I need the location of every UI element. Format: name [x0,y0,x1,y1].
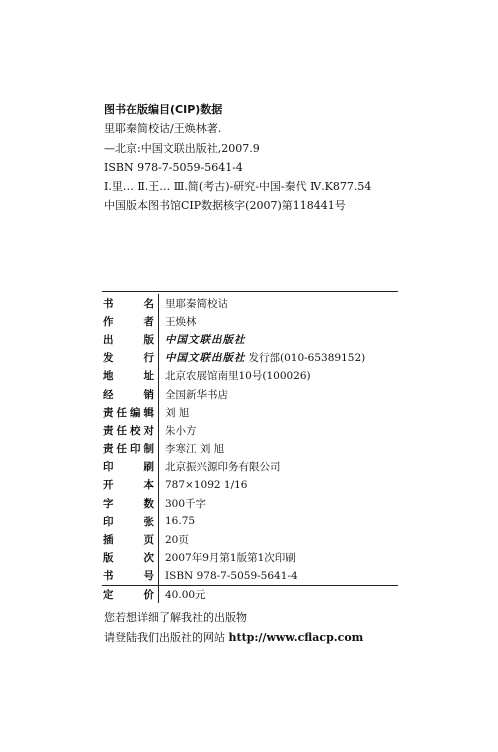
publisher-footer [104,608,484,648]
cip-title: 图书在版编目(CIP)数据 [104,103,223,116]
table-row [103,294,403,312]
table-row [103,458,403,476]
row-value: 20页 [165,534,189,547]
row-value: 北京振兴源印务有限公司 [165,461,281,474]
row-label: 书号 [103,567,159,585]
cip-line-title-author: 里耶秦简校诂/王焕林著. [104,122,222,136]
row-label: 责任编辑 [103,403,159,421]
row-value: 2007年9月第1版第1次印刷 [165,552,296,565]
row-value: 李寒江 刘 旭 [165,443,225,456]
row-value: 北京农展馆南里10号(100026) [165,370,311,383]
row-label: 出版 [103,330,159,348]
footer-line-2 [104,628,484,648]
row-value: 300千字 [165,497,207,510]
row-value: 里耶秦简校诂 [165,297,228,310]
row-value: 刘 旭 [165,406,190,419]
publisher-logo: 中国文联出版社 [165,352,246,365]
cip-line-publisher: —北京:中国文联出版社,2007.9 [104,141,260,155]
row-label: 版次 [103,549,159,567]
table-row [103,349,403,367]
cip-data-block [104,100,484,216]
table-row [103,476,403,494]
row-value: ISBN 978-7-5059-5641-4 [165,569,298,582]
row-label: 书名 [103,294,159,312]
table-row [103,567,403,585]
row-label: 责任校对 [103,421,159,439]
row-value: 40.00元 [165,588,206,601]
cip-line-record-number: 中国版本图书馆CIP数据核字(2007)第118441号 [104,199,346,213]
table-row [103,585,403,603]
row-value: 全国新华书店 [165,388,228,401]
distribution-dept: 发行部(010-65389152) [248,352,366,365]
table-row [103,440,403,458]
row-label: 印张 [103,512,159,530]
row-label: 印刷 [103,458,159,476]
row-value [159,349,404,367]
cip-line-isbn: ISBN 978-7-5059-5641-4 [104,160,243,174]
row-value: 王焕林 [165,315,197,328]
row-label: 定价 [103,585,159,603]
publisher-logo: 中国文联出版社 [165,333,246,346]
row-label: 字数 [103,494,159,512]
table-row [103,421,403,439]
row-label: 发行 [103,349,159,367]
table-bottom-rule [102,585,398,586]
table-row [103,312,403,330]
book-info-table [103,294,403,603]
row-label: 作者 [103,312,159,330]
row-label: 地址 [103,367,159,385]
row-label: 责任印制 [103,440,159,458]
table-row [103,403,403,421]
table-row [103,494,403,512]
table-row [103,385,403,403]
footer-line-1: 您若想详细了解我社的出版物 [104,611,247,624]
footer-prefix: 请登陆我们出版社的网站 [104,631,225,644]
row-value: 朱小方 [165,424,197,437]
website-link[interactable]: http://www.cflacp.com [228,631,364,644]
table-row [103,549,403,567]
row-label: 经销 [103,385,159,403]
table-row [103,330,403,348]
cip-line-subjects: Ⅰ.里… Ⅱ.王… Ⅲ.简(考古)-研究-中国-秦代 Ⅳ.K877.54 [104,180,372,194]
row-value: 16.75 [165,515,196,528]
table-row [103,367,403,385]
table-row [103,530,403,548]
row-label: 开本 [103,476,159,494]
table-top-rule [102,291,398,292]
row-value [159,330,404,348]
table-row [103,512,403,530]
row-label: 插页 [103,530,159,548]
row-value: 787×1092 1/16 [165,478,248,491]
